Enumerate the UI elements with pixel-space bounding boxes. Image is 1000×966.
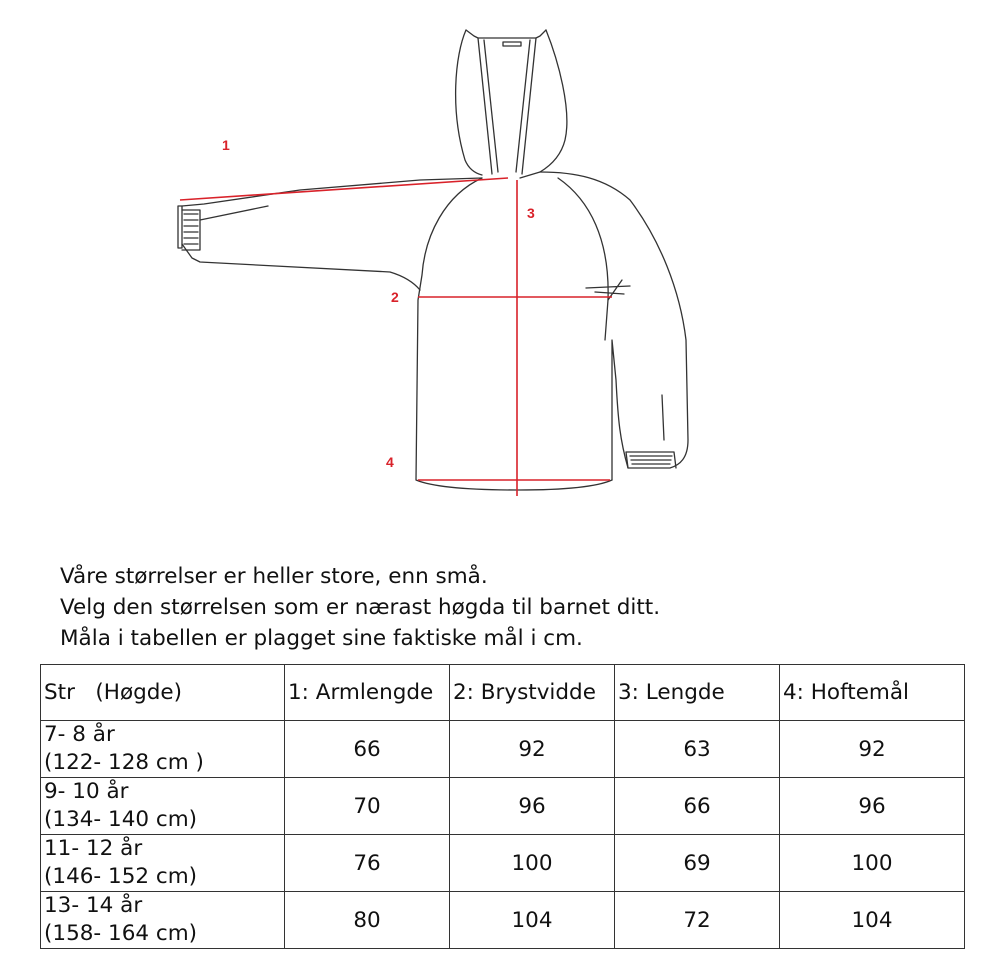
intro-text <box>60 561 660 654</box>
chest-width-value: 96 <box>450 778 615 835</box>
size-age: 7- 8 år <box>44 722 115 747</box>
arm-length-value: 76 <box>285 835 450 892</box>
size-age: 11- 12 år <box>44 836 143 861</box>
table-row <box>41 835 965 892</box>
hip-value: 100 <box>780 835 965 892</box>
size-height: (134- 140 cm) <box>44 807 198 832</box>
length-value: 72 <box>615 892 780 949</box>
size-age: 13- 14 år <box>44 893 143 918</box>
hip-value: 104 <box>780 892 965 949</box>
chest-width-value: 100 <box>450 835 615 892</box>
measure-label-2: 2 <box>391 289 399 305</box>
header-arm-length: 1: Armlengde <box>285 665 450 721</box>
table-row <box>41 892 965 949</box>
intro-line: Velg den størrelsen som er nærast høgda til barnet ditt. <box>60 595 661 620</box>
size-cell <box>41 892 285 949</box>
table-header-row <box>41 665 965 721</box>
length-value: 69 <box>615 835 780 892</box>
arm-length-value: 80 <box>285 892 450 949</box>
arm-length-value: 70 <box>285 778 450 835</box>
arm-length-line <box>180 178 508 200</box>
size-age: 9- 10 år <box>44 779 129 804</box>
length-value: 63 <box>615 721 780 778</box>
table-row <box>41 721 965 778</box>
measure-label-1: 1 <box>222 137 230 153</box>
chest-width-value: 104 <box>450 892 615 949</box>
measure-label-4: 4 <box>386 454 394 470</box>
chest-width-value: 92 <box>450 721 615 778</box>
arm-length-value: 66 <box>285 721 450 778</box>
header-size: Str (Høgde) <box>41 665 285 721</box>
header-chest-width: 2: Brystvidde <box>450 665 615 721</box>
header-hip: 4: Hoftemål <box>780 665 965 721</box>
measure-label-3: 3 <box>527 205 535 221</box>
size-height: (146- 152 cm) <box>44 864 198 889</box>
size-cell <box>41 721 285 778</box>
size-height: (122- 128 cm ) <box>44 750 204 775</box>
size-cell <box>41 835 285 892</box>
size-cell <box>41 778 285 835</box>
hip-value: 92 <box>780 721 965 778</box>
table-row <box>41 778 965 835</box>
length-value: 66 <box>615 778 780 835</box>
measurement-lines <box>180 178 612 496</box>
size-table <box>40 664 965 949</box>
intro-line: Våre størrelser er heller store, enn små. <box>60 564 488 589</box>
size-height: (158- 164 cm) <box>44 921 198 946</box>
intro-line: Måla i tabellen er plagget sine faktiske mål i cm. <box>60 626 583 651</box>
hip-value: 96 <box>780 778 965 835</box>
jacket-outline <box>178 30 688 490</box>
header-length: 3: Lengde <box>615 665 780 721</box>
